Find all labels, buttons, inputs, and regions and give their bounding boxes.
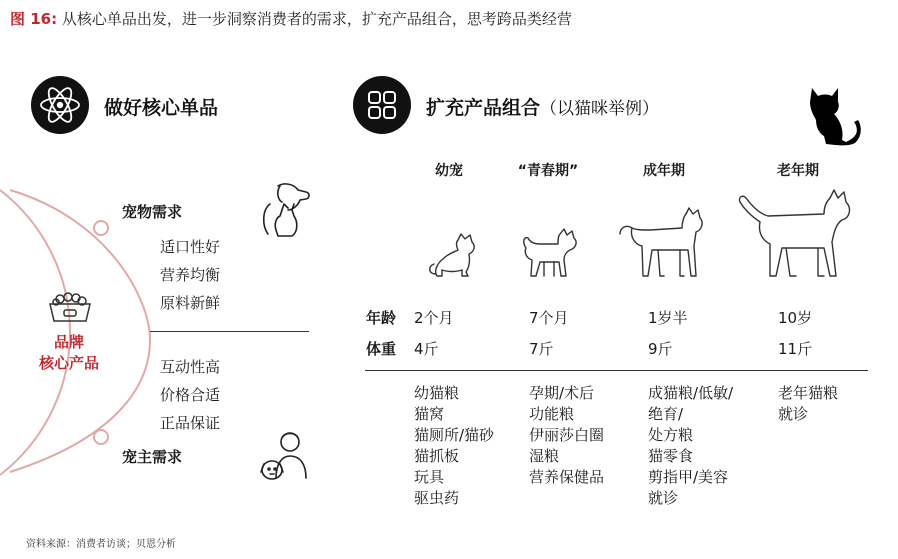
stage-adolescent: “青春期” bbox=[517, 163, 579, 179]
section-title-expand bbox=[426, 93, 659, 120]
senior-cat-icon bbox=[734, 188, 858, 280]
left-divider bbox=[150, 331, 309, 332]
products-adolescent bbox=[529, 383, 604, 488]
owner-need-3: 正品保证 bbox=[160, 414, 221, 432]
product-item: 玩具 bbox=[414, 468, 445, 486]
age-senior: 10岁 bbox=[778, 309, 813, 327]
product-item: 猫抓板 bbox=[414, 447, 460, 465]
product-item: 猫窝 bbox=[414, 405, 445, 423]
atom-icon bbox=[31, 76, 89, 134]
brand-core-label bbox=[32, 332, 106, 374]
age-adult: 1岁半 bbox=[648, 309, 688, 327]
section-title-expand-sub: （以猫咪举例） bbox=[540, 99, 660, 119]
dog-cat-icon bbox=[258, 180, 314, 240]
food-bowl-icon bbox=[46, 290, 94, 324]
brand-label-line2: 核心产品 bbox=[38, 354, 99, 372]
owner-need-1: 互动性高 bbox=[160, 358, 221, 376]
stage-senior: 老年期 bbox=[777, 163, 819, 179]
products-adult bbox=[648, 383, 733, 509]
stage-adult: 成年期 bbox=[643, 163, 685, 179]
source-note: 资料来源：消费者访谈；贝恩分析 bbox=[26, 539, 176, 550]
weight-adult: 9斤 bbox=[648, 340, 673, 358]
product-item: 猫厕所/猫砂 bbox=[414, 426, 495, 444]
weight-senior: 11斤 bbox=[778, 340, 813, 358]
section-title-expand-main: 扩充产品组合 bbox=[426, 97, 541, 119]
age-adolescent: 7个月 bbox=[529, 309, 569, 327]
product-item: 猫零食 bbox=[648, 447, 694, 465]
weight-row-label: 体重 bbox=[366, 340, 397, 358]
right-divider bbox=[365, 370, 868, 371]
section-title-core: 做好核心单品 bbox=[104, 97, 219, 119]
product-item: 剪指甲/美容 bbox=[648, 468, 729, 486]
needs-arc bbox=[0, 180, 170, 480]
kitten-cat-icon bbox=[424, 232, 480, 280]
age-kitten: 2个月 bbox=[414, 309, 454, 327]
product-item: 处方粮 bbox=[648, 426, 694, 444]
pet-need-3: 原料新鲜 bbox=[160, 294, 221, 312]
product-item: 驱虫药 bbox=[414, 489, 460, 507]
pet-need-1: 适口性好 bbox=[160, 238, 221, 256]
black-cat-icon bbox=[806, 84, 862, 146]
stage-kitten: 幼宠 bbox=[435, 163, 463, 179]
product-item: 孕期/术后 bbox=[529, 384, 595, 402]
product-item: 功能粮 bbox=[529, 405, 575, 423]
figure-title-text: 从核心单品出发，进一步洞察消费者的需求，扩充产品组合，思考跨品类经营 bbox=[61, 10, 572, 28]
adult-cat-icon bbox=[616, 206, 708, 280]
owner-dog-icon bbox=[256, 428, 312, 486]
product-item: 就诊 bbox=[778, 405, 809, 423]
pet-needs-title: 宠物需求 bbox=[122, 203, 183, 221]
product-item: 幼猫粮 bbox=[414, 384, 460, 402]
age-row-label: 年龄 bbox=[366, 309, 397, 327]
product-item: 湿粮 bbox=[529, 447, 560, 465]
owner-needs-title: 宠主需求 bbox=[122, 448, 183, 466]
product-item: 成猫粮/低敏/ bbox=[648, 384, 734, 402]
figure-title bbox=[10, 8, 572, 29]
adolescent-cat-icon bbox=[514, 228, 582, 280]
pet-need-2: 营养均衡 bbox=[160, 266, 221, 284]
brand-label-line1: 品牌 bbox=[53, 333, 84, 351]
grid-icon bbox=[353, 76, 411, 134]
products-kitten bbox=[414, 383, 494, 509]
weight-kitten: 4斤 bbox=[414, 340, 439, 358]
product-item: 老年猫粮 bbox=[778, 384, 839, 402]
product-item: 营养保健品 bbox=[529, 468, 605, 486]
product-item: 伊丽莎白圈 bbox=[529, 426, 605, 444]
figure-label: 图 16: bbox=[10, 10, 58, 28]
product-item: 绝育/ bbox=[648, 405, 684, 423]
owner-need-2: 价格合适 bbox=[160, 386, 221, 404]
weight-adolescent: 7斤 bbox=[529, 340, 554, 358]
product-item: 就诊 bbox=[648, 489, 679, 507]
products-senior bbox=[778, 383, 838, 425]
